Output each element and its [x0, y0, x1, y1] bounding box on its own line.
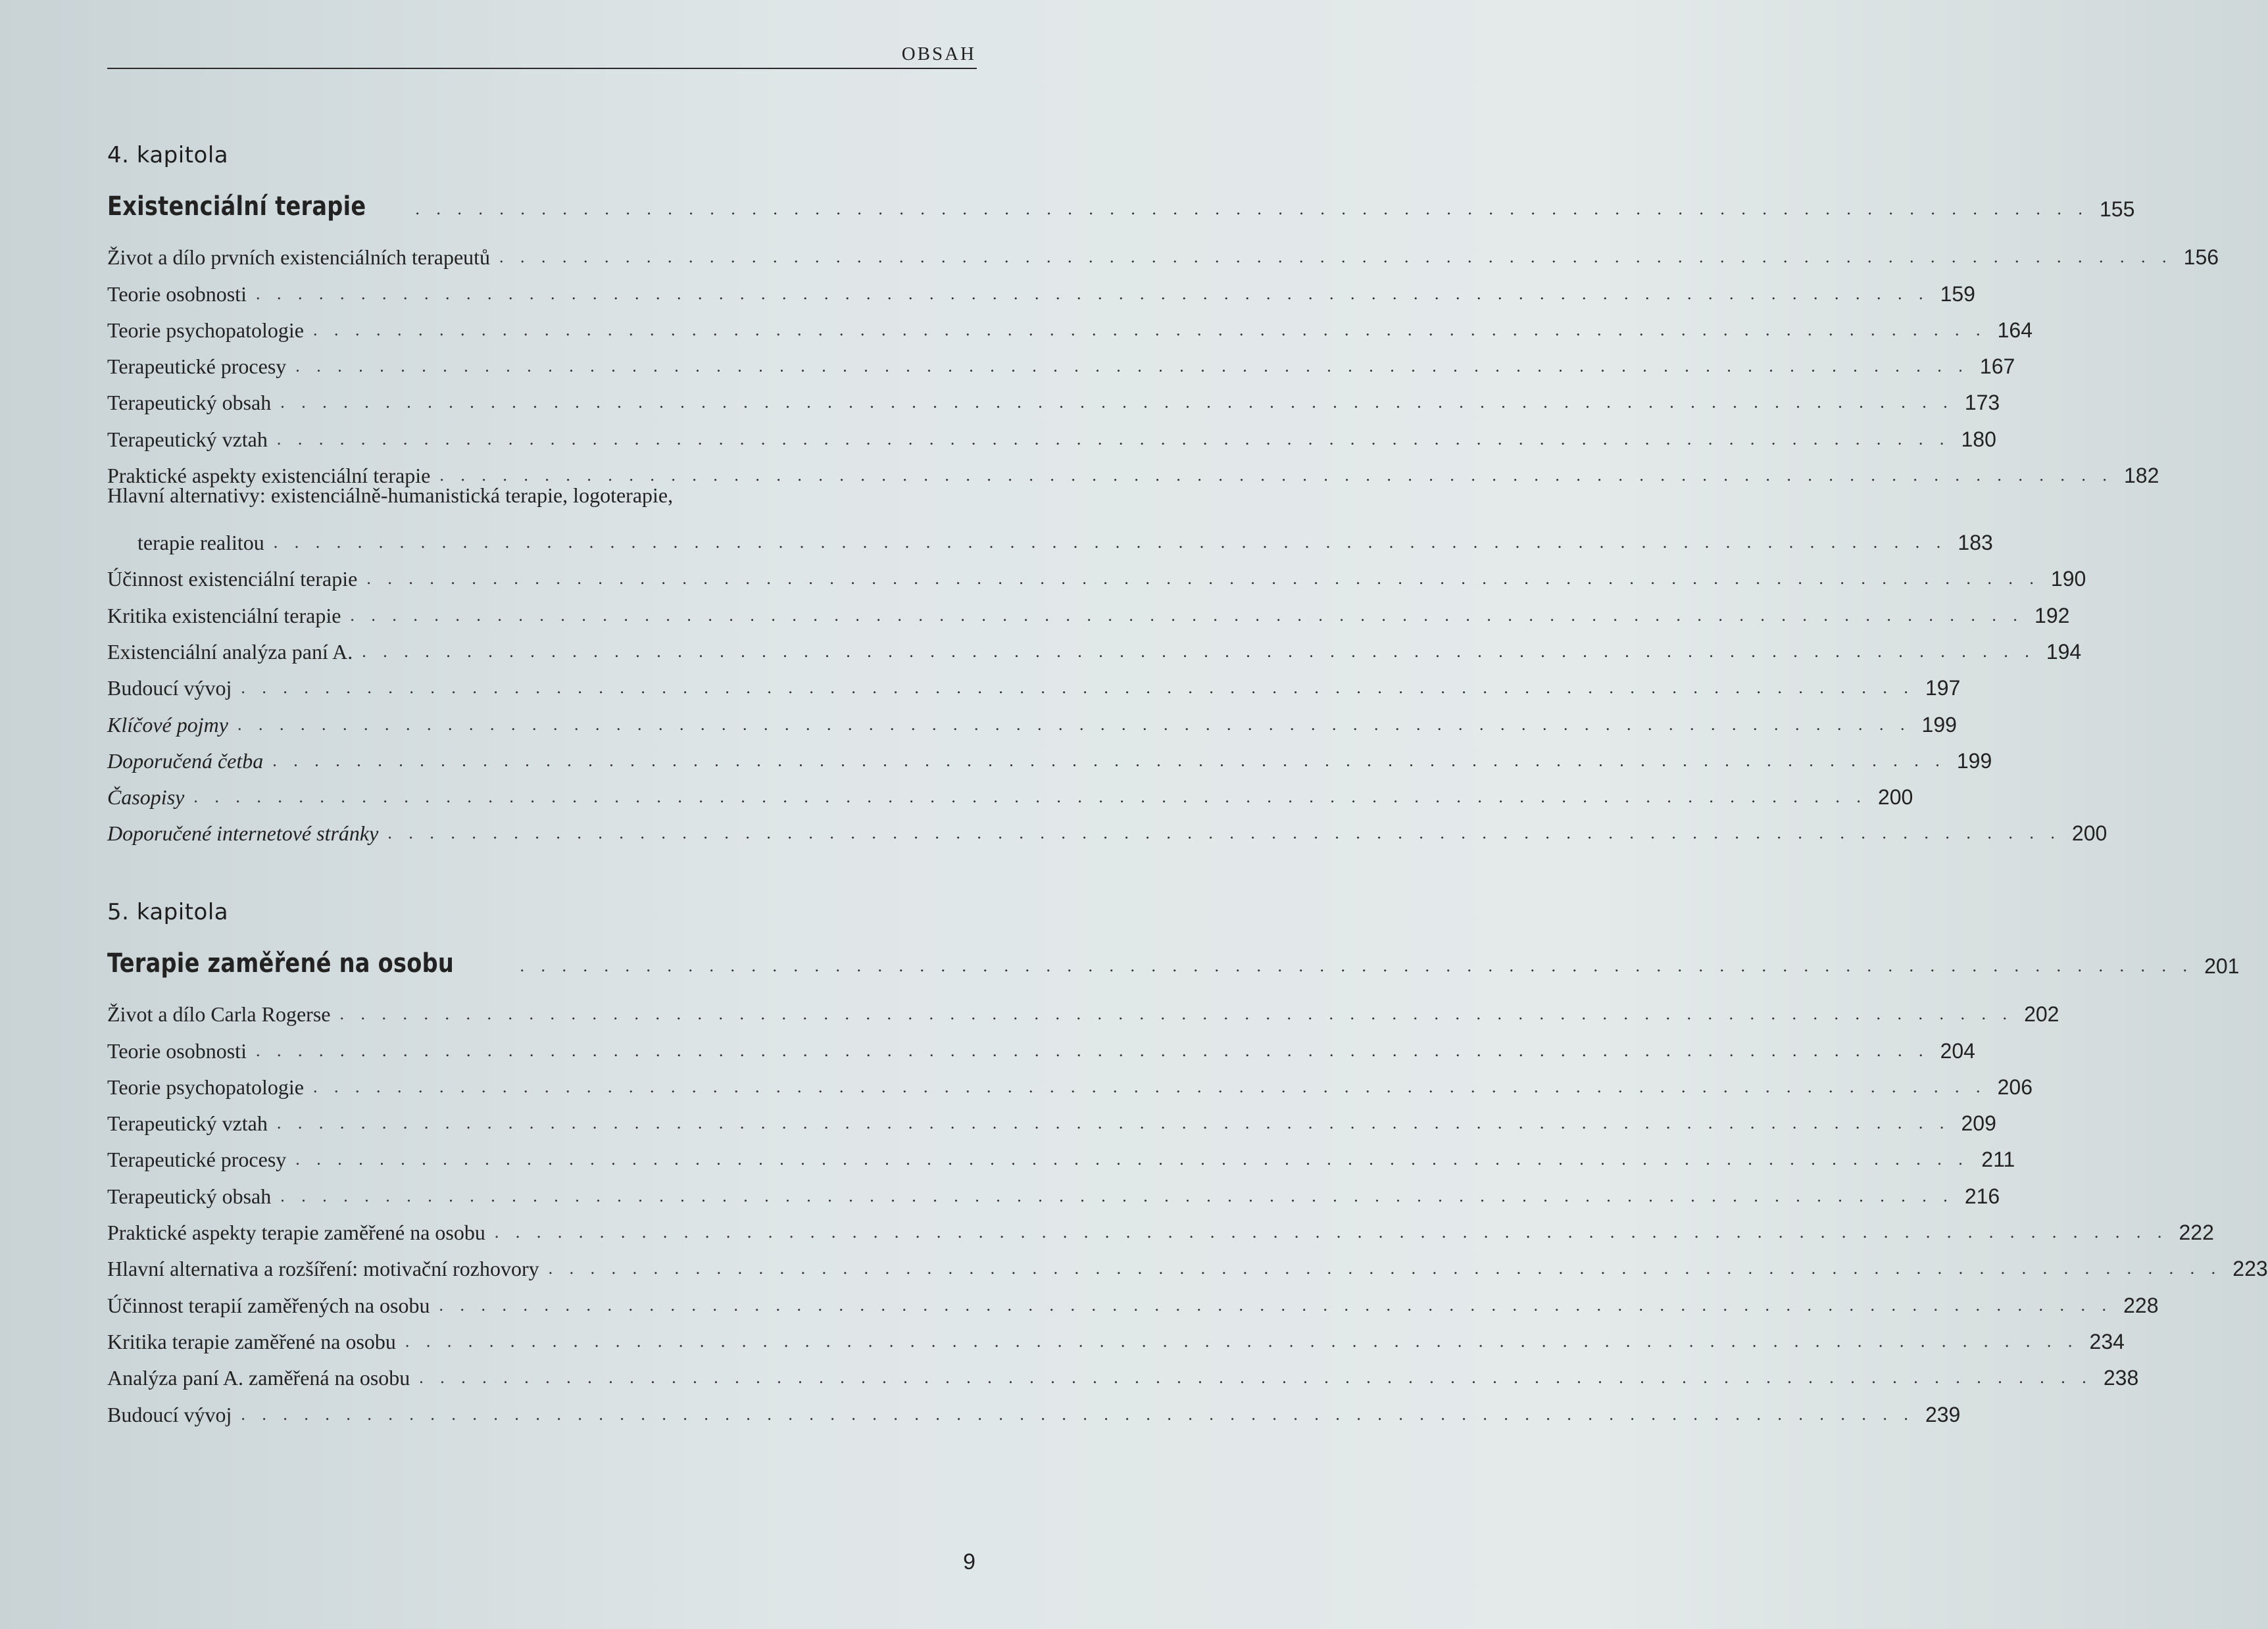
page-ref: 164 [1997, 318, 2033, 342]
toc-entry-text: Budoucí vývoj [107, 1402, 232, 1426]
dot-leader: . . . . . . . . . . . . . . . . . . . . . . . . . . . . . . . . . . . . . . . . . . . . . . . . . . . . . . . . . . . . . . . . . . . . . . . . . . . . . . . . [362, 641, 2036, 661]
dot-leader: . . . . . . . . . . . . . . . . . . . . . . . . . . . . . . . . . . . . . . . . . . . . . . . . . . . . . . . . . . . . . . . . . . . . . . . . . . . . . . . . [193, 787, 1867, 807]
toc-entry [107, 377, 2000, 415]
page-ref: 167 [1979, 354, 2015, 379]
chapter-5 [107, 899, 2268, 1426]
toc-entry-text: Terapeutický vztah [107, 427, 268, 451]
page-ref: 200 [1877, 785, 1913, 810]
page-ref: 159 [1940, 281, 1975, 306]
chapter-4 [107, 142, 2219, 846]
page-ref: 234 [2089, 1329, 2125, 1353]
dot-leader: . . . . . . . . . . . . . . . . . . . . . . . . . . . . . . . . . . . . . . . . . . . . . . . . . . . . . . . . . . . . . . . . . . . . . . . . . . . . . . . . [548, 1259, 2222, 1278]
toc-entry [107, 304, 2033, 342]
dot-leader: . . . . . . . . . . . . . . . . . . . . . . . . . . . . . . . . . . . . . . . . . . . . . . . . . . . . . . . . . . . . . . . . . . . . . . . . . . . . . . . . [415, 199, 2089, 218]
dot-leader: . . . . . . . . . . . . . . . . . . . . . . . . . . . . . . . . . . . . . . . . . . . . . . . . . . . . . . . . . . . . . . . . . . . . . . . . . . . . . . . . [295, 356, 1969, 376]
page-ref: 209 [1961, 1111, 1996, 1136]
toc-entry [107, 483, 977, 508]
page-ref: 206 [1997, 1075, 2033, 1099]
toc-entry [107, 231, 2219, 270]
page-ref: 199 [1921, 712, 1957, 737]
page-ref: 197 [1925, 676, 1961, 700]
toc-entry [107, 735, 1992, 773]
toc-entry [107, 1352, 2139, 1390]
dot-leader: . . . . . . . . . . . . . . . . . . . . . . . . . . . . . . . . . . . . . . . . . . . . . . . . . . . . . . . . . . . . . . . . . . . . . . . . . . . . . . . . [276, 1113, 1950, 1133]
dot-leader: . . . . . . . . . . . . . . . . . . . . . . . . . . . . . . . . . . . . . . . . . . . . . . . . . . . . . . . . . . . . . . . . . . . . . . . . . . . . . . . . [405, 1331, 2079, 1351]
toc-entry [107, 1243, 2268, 1281]
dot-leader: . . . . . . . . . . . . . . . . . . . . . . . . . . . . . . . . . . . . . . . . . . . . . . . . . . . . . . . . . . . . . . . . . . . . . . . . . . . . . . . . [295, 1150, 1969, 1169]
dot-leader: . . . . . . . . . . . . . . . . . . . . . . . . . . . . . . . . . . . . . . . . . . . . . . . . . . . . . . . . . . . . . . . . . . . . . . . . . . . . . . . . [272, 750, 1946, 770]
dot-leader: . . . . . . . . . . . . . . . . . . . . . . . . . . . . . . . . . . . . . . . . . . . . . . . . . . . . . . . . . . . . . . . . . . . . . . . . . . . . . . . . [313, 320, 1986, 339]
toc-entry-text: Budoucí vývoj [107, 676, 232, 700]
toc-entry-text: Teorie psychopatologie [107, 318, 304, 342]
page-ref: 216 [1964, 1184, 2000, 1208]
toc-entry [107, 626, 2082, 664]
toc-entry [107, 341, 2015, 379]
toc-entry-text: Teorie osobnosti [107, 281, 247, 306]
page-ref: 238 [2103, 1366, 2139, 1390]
toc-entry-continuation [107, 506, 1993, 555]
toc-entry-text: Terapeutické procesy [107, 1148, 287, 1172]
chapter-title: Terapie zaměřené na osobu [107, 948, 455, 979]
toc-entry [107, 1388, 1961, 1426]
toc-entry-text: Časopisy [107, 785, 185, 810]
toc-entry-text: Účinnost existenciální terapie [107, 567, 358, 591]
chapter-label: 5. kapitola [107, 899, 229, 925]
dot-leader: . . . . . . . . . . . . . . . . . . . . . . . . . . . . . . . . . . . . . . . . . . . . . . . . . . . . . . . . . . . . . . . . . . . . . . . . . . . . . . . . [255, 1040, 1929, 1060]
running-header: OBSAH [901, 43, 976, 64]
toc-entry-text: Doporučené internetové stránky [107, 821, 379, 846]
toc-entry-text: Terapeutický obsah [107, 391, 272, 415]
page-ref: 182 [2123, 464, 2159, 488]
dot-leader: . . . . . . . . . . . . . . . . . . . . . . . . . . . . . . . . . . . . . . . . . . . . . . . . . . . . . . . . . . . . . . . . . . . . . . . . . . . . . . . . [280, 1186, 1954, 1205]
dot-leader: . . . . . . . . . . . . . . . . . . . . . . . . . . . . . . . . . . . . . . . . . . . . . . . . . . . . . . . . . . . . . . . . . . . . . . . . . . . . . . . . [387, 823, 2061, 843]
toc-entry [107, 662, 1961, 700]
dot-leader: . . . . . . . . . . . . . . . . . . . . . . . . . . . . . . . . . . . . . . . . . . . . . . . . . . . . . . . . . . . . . . . . . . . . . . . . . . . . . . . . [439, 466, 2113, 485]
dot-leader: . . . . . . . . . . . . . . . . . . . . . . . . . . . . . . . . . . . . . . . . . . . . . . . . . . . . . . . . . . . . . . . . . . . . . . . . . . . . . . . . [494, 1223, 2168, 1242]
toc-entry-text: Praktické aspekty existenciální terapie [107, 464, 431, 488]
toc-entry [107, 1170, 2000, 1208]
page-ref: 200 [2071, 821, 2108, 846]
toc-entry-text: Praktické aspekty terapie zaměřené na osobu [107, 1221, 485, 1245]
toc-entry-text: Teorie osobnosti [107, 1038, 247, 1063]
header-rule [107, 68, 977, 69]
toc-entry-text: Kritika terapie zaměřené na osobu [107, 1329, 396, 1353]
page-ref: 204 [1940, 1038, 1975, 1063]
toc-entry-text: Teorie psychopatologie [107, 1075, 304, 1099]
dot-leader: . . . . . . . . . . . . . . . . . . . . . . . . . . . . . . . . . . . . . . . . . . . . . . . . . . . . . . . . . . . . . . . . . . . . . . . . . . . . . . . . [255, 283, 1929, 303]
toc-entry [107, 808, 2108, 846]
page-ref: 183 [1958, 531, 1993, 555]
toc-entry [107, 268, 1975, 306]
page-ref: 223 [2232, 1257, 2268, 1281]
dot-leader: . . . . . . . . . . . . . . . . . . . . . . . . . . . . . . . . . . . . . . . . . . . . . . . . . . . . . . . . . . . . . . . . . . . . . . . . . . . . . . . . [313, 1077, 1986, 1096]
dot-leader: . . . . . . . . . . . . . . . . . . . . . . . . . . . . . . . . . . . . . . . . . . . . . . . . . . . . . . . . . . . . . . . . . . . . . . . . . . . . . . . . [439, 1295, 2113, 1315]
toc-entry [107, 698, 1957, 737]
toc-entry [107, 1279, 2159, 1317]
dot-leader: . . . . . . . . . . . . . . . . . . . . . . . . . . . . . . . . . . . . . . . . . . . . . . . . . . . . . . . . . . . . . . . . . . . . . . . . . . . . . . . . [241, 678, 1915, 698]
toc-entry-text: Hlavní alternativa a rozšíření: motivační rozhovory [107, 1257, 539, 1281]
dot-leader: . . . . . . . . . . . . . . . . . . . . . . . . . . . . . . . . . . . . . . . . . . . . . . . . . . . . . . . . . . . . . . . . . . . . . . . . . . . . . . . . [499, 247, 2173, 267]
page-ref: 228 [2123, 1293, 2159, 1317]
toc-entry-text: Terapeutický vztah [107, 1111, 268, 1136]
toc-entry-text: Hlavní alternativy: existenciálně-humanistická terapie, logoterapie, [107, 483, 674, 508]
toc-entry [107, 589, 2070, 627]
toc-entry [107, 771, 1913, 810]
dot-leader: . . . . . . . . . . . . . . . . . . . . . . . . . . . . . . . . . . . . . . . . . . . . . . . . . . . . . . . . . . . . . . . . . . . . . . . . . . . . . . . . [237, 714, 1911, 734]
page-ref: 239 [1925, 1402, 1961, 1426]
toc-entry [107, 1025, 1975, 1063]
toc-entry [107, 450, 2159, 488]
chapter-title-row [107, 935, 2240, 979]
dot-leader: . . . . . . . . . . . . . . . . . . . . . . . . . . . . . . . . . . . . . . . . . . . . . . . . . . . . . . . . . . . . . . . . . . . . . . . . . . . . . . . . [276, 429, 1950, 449]
toc-entry [107, 1316, 2125, 1353]
toc-entry-text: Účinnost terapií zaměřených na osobu [107, 1293, 430, 1317]
page-ref: 173 [1964, 391, 2000, 415]
page-ref: 199 [1956, 748, 1992, 773]
page-ref: 155 [2099, 197, 2135, 221]
toc-entry-text: Existenciální analýza paní A. [107, 639, 353, 664]
toc-entry-text: Terapeutické procesy [107, 354, 287, 379]
toc-entry-text: Život a dílo Carla Rogerse [107, 1002, 331, 1027]
toc-entry-text: Klíčové pojmy [107, 712, 228, 737]
chapter-label: 4. kapitola [107, 142, 229, 168]
toc-entry-text: Doporučená četba [107, 748, 264, 773]
toc-entry [107, 1207, 2214, 1245]
toc-entry-text: Analýza paní A. zaměřená na osobu [107, 1366, 410, 1390]
page-ref: 180 [1961, 427, 1996, 451]
toc-entry-text: Kritika existenciální terapie [107, 603, 341, 627]
page-ref: 201 [2204, 954, 2240, 978]
page-ref: 192 [2034, 603, 2070, 627]
chapter-title: Existenciální terapie [107, 191, 366, 222]
dot-leader: . . . . . . . . . . . . . . . . . . . . . . . . . . . . . . . . . . . . . . . . . . . . . . . . . . . . . . . . . . . . . . . . . . . . . . . . . . . . . . . . [273, 533, 1947, 552]
dot-leader: . . . . . . . . . . . . . . . . . . . . . . . . . . . . . . . . . . . . . . . . . . . . . . . . . . . . . . . . . . . . . . . . . . . . . . . . . . . . . . . . [419, 1368, 2093, 1388]
toc-entry [107, 413, 1996, 451]
dot-leader: . . . . . . . . . . . . . . . . . . . . . . . . . . . . . . . . . . . . . . . . . . . . . . . . . . . . . . . . . . . . . . . . . . . . . . . . . . . . . . . . [339, 1004, 2013, 1024]
page-ref: 222 [2179, 1221, 2214, 1245]
toc-entry-text: Život a dílo prvních existenciálních terapeutů [107, 245, 491, 270]
page-ref: 156 [2183, 245, 2219, 270]
page-ref: 211 [1981, 1148, 2015, 1172]
toc-entry [107, 1134, 2015, 1172]
dot-leader: . . . . . . . . . . . . . . . . . . . . . . . . . . . . . . . . . . . . . . . . . . . . . . . . . . . . . . . . . . . . . . . . . . . . . . . . . . . . . . . . [520, 956, 2194, 975]
toc-entry [107, 988, 2059, 1027]
page-ref: 194 [2046, 639, 2082, 664]
toc-entry [107, 1098, 1996, 1136]
dot-leader: . . . . . . . . . . . . . . . . . . . . . . . . . . . . . . . . . . . . . . . . . . . . . . . . . . . . . . . . . . . . . . . . . . . . . . . . . . . . . . . . [280, 393, 1954, 412]
page-number: 9 [963, 1549, 975, 1574]
page-ref: 202 [2024, 1002, 2059, 1027]
toc-entry-text: Terapeutický obsah [107, 1184, 272, 1208]
toc-entry [107, 553, 2086, 591]
page-ref: 190 [2050, 567, 2086, 591]
toc-entry-text: terapie realitou [137, 531, 264, 555]
chapter-title-row [107, 178, 2135, 222]
dot-leader: . . . . . . . . . . . . . . . . . . . . . . . . . . . . . . . . . . . . . . . . . . . . . . . . . . . . . . . . . . . . . . . . . . . . . . . . . . . . . . . . [366, 569, 2040, 589]
toc-entry [107, 1061, 2033, 1099]
dot-leader: . . . . . . . . . . . . . . . . . . . . . . . . . . . . . . . . . . . . . . . . . . . . . . . . . . . . . . . . . . . . . . . . . . . . . . . . . . . . . . . . [350, 605, 2024, 625]
dot-leader: . . . . . . . . . . . . . . . . . . . . . . . . . . . . . . . . . . . . . . . . . . . . . . . . . . . . . . . . . . . . . . . . . . . . . . . . . . . . . . . . [241, 1404, 1915, 1424]
